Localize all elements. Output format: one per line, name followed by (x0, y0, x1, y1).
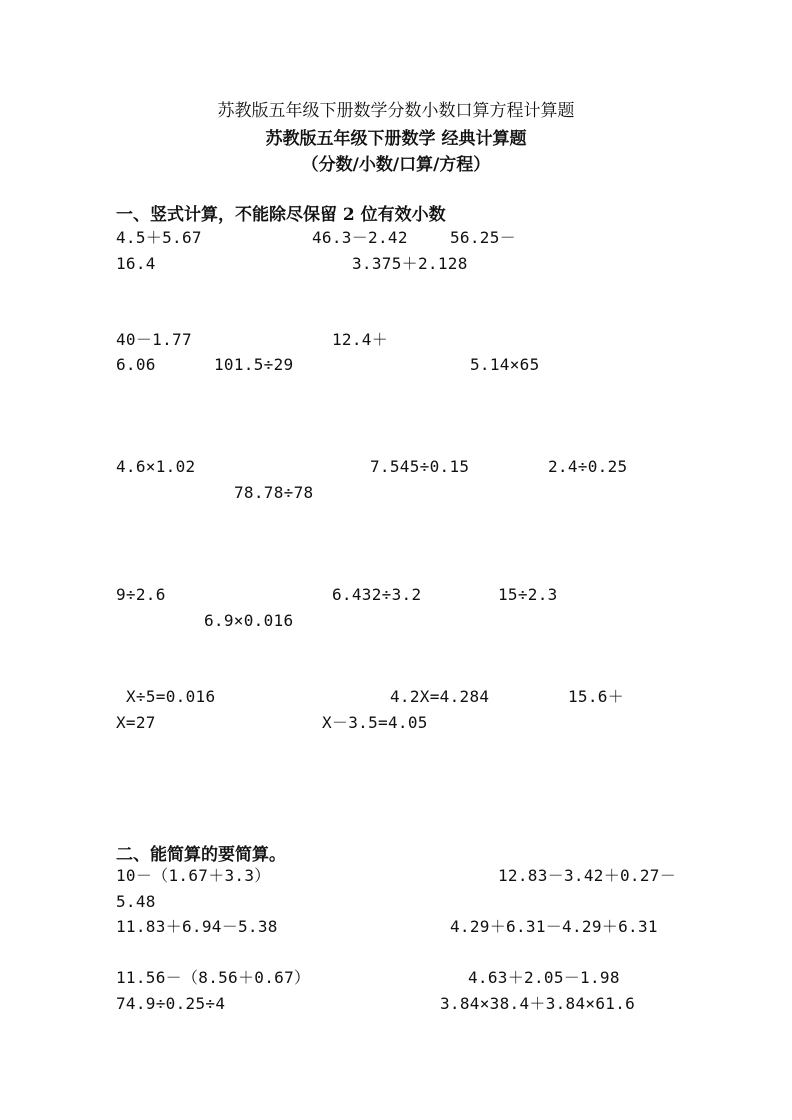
simplify-item: 12.83－3.42＋0.27－ (498, 866, 677, 885)
equation-item: X－3.5=4.05 (322, 713, 428, 732)
document-title: 苏教版五年级下册数学分数小数口算方程计算题 (217, 101, 575, 121)
problem-item: 5.14×65 (470, 355, 540, 374)
simplify-item: 3.84×38.4＋3.84×61.6 (440, 994, 636, 1013)
simplify-item: 4.63＋2.05－1.98 (468, 968, 620, 987)
problem-item: 4.5＋5.67 (116, 228, 202, 247)
problem-item: 16.4 (116, 254, 156, 273)
section-heading-vertical-calculation: 一、竖式计算，不能除尽保留 2 位有效小数 (116, 205, 446, 225)
problem-item: 78.78÷78 (234, 483, 314, 502)
problem-item: 56.25－ (450, 228, 516, 247)
equation-item: X=27 (116, 713, 156, 732)
problem-item: 2.4÷0.25 (548, 457, 628, 476)
equation-item: 4.2X=4.284 (390, 687, 490, 706)
problem-item: 12.4＋ (332, 330, 389, 349)
document-subtitle-categories: （分数/小数/口算/方程） (301, 155, 491, 175)
problem-item: 101.5÷29 (214, 355, 294, 374)
problem-item: 4.6×1.02 (116, 457, 196, 476)
simplify-item: 74.9÷0.25÷4 (116, 994, 226, 1013)
simplify-item: 10－（1.67＋3.3） (116, 866, 271, 885)
problem-item: 9÷2.6 (116, 585, 166, 604)
problem-item: 6.06 (116, 355, 156, 374)
document-subtitle: 苏教版五年级下册数学 经典计算题 (265, 129, 527, 149)
problem-item: 15÷2.3 (498, 585, 558, 604)
simplify-item: 11.56－（8.56＋0.67） (116, 968, 311, 987)
problem-item: 6.9×0.016 (204, 611, 294, 630)
equation-item: X÷5=0.016 (126, 687, 216, 706)
simplify-item: 4.29＋6.31－4.29＋6.31 (450, 917, 658, 936)
problem-item: 7.545÷0.15 (370, 457, 470, 476)
problem-item: 40－1.77 (116, 330, 192, 349)
problem-item: 6.432÷3.2 (332, 585, 422, 604)
problem-item: 3.375＋2.128 (352, 254, 468, 273)
simplify-item: 11.83＋6.94－5.38 (116, 917, 278, 936)
problem-item: 46.3－2.42 (312, 228, 408, 247)
section-heading-simplify: 二、能简算的要简算。 (116, 845, 286, 865)
simplify-item: 5.48 (116, 892, 156, 911)
equation-item: 15.6＋ (568, 687, 625, 706)
